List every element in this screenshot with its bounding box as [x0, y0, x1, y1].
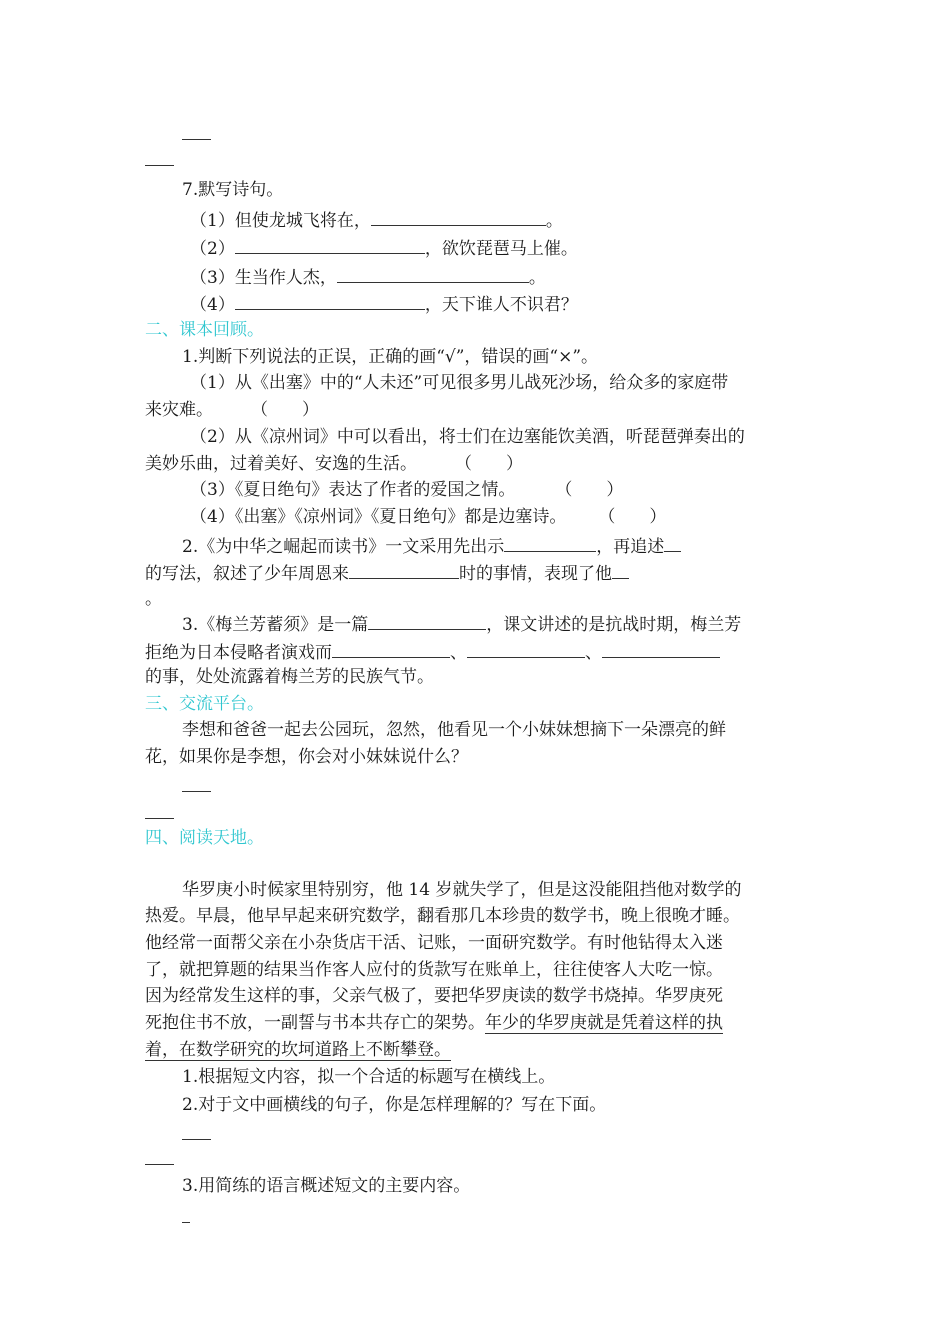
- fill-blank[interactable]: [235, 236, 425, 254]
- section-2-question-3-end: 的事，处处流露着梅兰芳的民族气节。: [145, 667, 434, 687]
- statement-2: （2）从《凉州词》中可以看出，将士们在边塞能饮美酒，听琵琶弹奏出的: [190, 427, 745, 447]
- statement-1: （1）从《出塞》中的“人未还”可见很多男儿战死沙场，给众多的家庭带: [190, 373, 729, 393]
- section-3-prompt-cont: 花，如果你是李想，你会对小妹妹说什么？: [145, 747, 468, 767]
- poem-line-3: （3）生当作人杰， 。: [190, 265, 546, 289]
- answer-line: [145, 1164, 174, 1165]
- passage-line-3: 他经常一面帮父亲在小杂货店干活、记账，一面研究数学。有时他钻得太入迷: [145, 933, 723, 953]
- fill-blank[interactable]: [602, 640, 720, 658]
- statement-2-cont: 美妙乐曲，过着美好、安逸的生活。 （ ）: [145, 454, 523, 474]
- question-7-title: 7.默写诗句。: [182, 180, 284, 200]
- section-2-question-2: 2.《为中华之崛起而读书》一文采用先出示 ，再追述: [182, 534, 681, 558]
- poem-line-1: （1）但使龙城飞将在， 。: [190, 208, 563, 232]
- answer-paren[interactable]: （ ）: [251, 400, 319, 420]
- passage-line-7: [145, 1039, 451, 1061]
- section-4-question-1: 1.根据短文内容，拟一个合适的标题写在横线上。: [182, 1067, 556, 1087]
- section-4-heading: 四、阅读天地。: [145, 828, 264, 848]
- answer-line: [145, 818, 174, 819]
- section-2-question-1: 1.判断下列说法的正误，正确的画“√”，错误的画“×”。: [182, 347, 599, 367]
- fill-blank[interactable]: [504, 534, 596, 552]
- passage-line-4: 了，就把算题的结果当作客人应付的货款写在账单上，往往使客人大吃一惊。: [145, 960, 723, 980]
- fill-blank[interactable]: [337, 265, 529, 283]
- fill-blank[interactable]: [349, 561, 459, 579]
- section-2-question-2-end: 。: [145, 589, 162, 609]
- section-2-heading: 二、课本回顾。: [145, 320, 264, 340]
- passage-line-1: 华罗庚小时候家里特别穷，他 14 岁就失学了，但是这没能阻挡他对数学的: [182, 880, 742, 900]
- section-2-question-3-cont: 拒绝为日本侵略者演戏而 、 、: [145, 640, 720, 664]
- answer-paren[interactable]: （ ）: [455, 454, 523, 474]
- answer-line: [145, 165, 174, 166]
- fill-blank[interactable]: [371, 208, 546, 226]
- underlined-sentence: 年少的华罗庚就是凭着这样的执: [485, 1013, 723, 1033]
- statement-1-cont: 来灾难。 （ ）: [145, 400, 319, 420]
- poem-line-2: （2） ，欲饮琵琶马上催。: [190, 236, 578, 260]
- answer-line: [182, 791, 211, 792]
- fill-blank[interactable]: [467, 640, 585, 658]
- answer-line: [182, 139, 211, 140]
- section-3-prompt: 李想和爸爸一起去公园玩，忽然，他看见一个小妹妹想摘下一朵漂亮的鲜: [182, 720, 726, 740]
- fill-blank[interactable]: [235, 292, 425, 310]
- answer-line: [182, 1222, 190, 1223]
- passage-line-5: 因为经常发生这样的事，父亲气极了，要把华罗庚读的数学书烧掉。华罗庚死: [145, 986, 723, 1006]
- passage-line-2: 热爱。早晨，他早早起来研究数学，翻看那几本珍贵的数学书，晚上很晚才睡。: [145, 906, 740, 926]
- section-4-question-2: 2.对于文中画横线的句子，你是怎样理解的？写在下面。: [182, 1095, 607, 1115]
- fill-blank[interactable]: [332, 640, 450, 658]
- poem-line-4: （4） ，天下谁人不识君？: [190, 292, 578, 316]
- answer-line: [182, 1139, 211, 1140]
- underlined-sentence-cont: 着，在数学研究的坎坷道路上不断攀登。: [145, 1040, 451, 1060]
- fill-blank[interactable]: [612, 561, 629, 579]
- statement-4: （4）《出塞》《凉州词》《夏日绝句》都是边塞诗。 （ ）: [190, 507, 667, 527]
- section-3-heading: 三、交流平台。: [145, 694, 264, 714]
- fill-blank[interactable]: [368, 612, 486, 630]
- section-2-question-2-cont: 的写法，叙述了少年周恩来 时的事情，表现了他: [145, 561, 629, 585]
- section-2-question-3: 3.《梅兰芳蓄须》是一篇 ，课文讲述的是抗战时期，梅兰芳: [182, 612, 741, 636]
- answer-paren[interactable]: （ ）: [598, 507, 667, 527]
- passage-line-6: 死抱住书不放，一副誓与书本共存亡的架势。年少的华罗庚就是凭着这样的执: [145, 1013, 723, 1033]
- answer-paren[interactable]: （ ）: [555, 480, 624, 500]
- statement-3: （3）《夏日绝句》表达了作者的爱国之情。 （ ）: [190, 480, 624, 500]
- fill-blank[interactable]: [664, 534, 681, 552]
- section-4-question-3: 3.用简练的语言概述短文的主要内容。: [182, 1176, 471, 1196]
